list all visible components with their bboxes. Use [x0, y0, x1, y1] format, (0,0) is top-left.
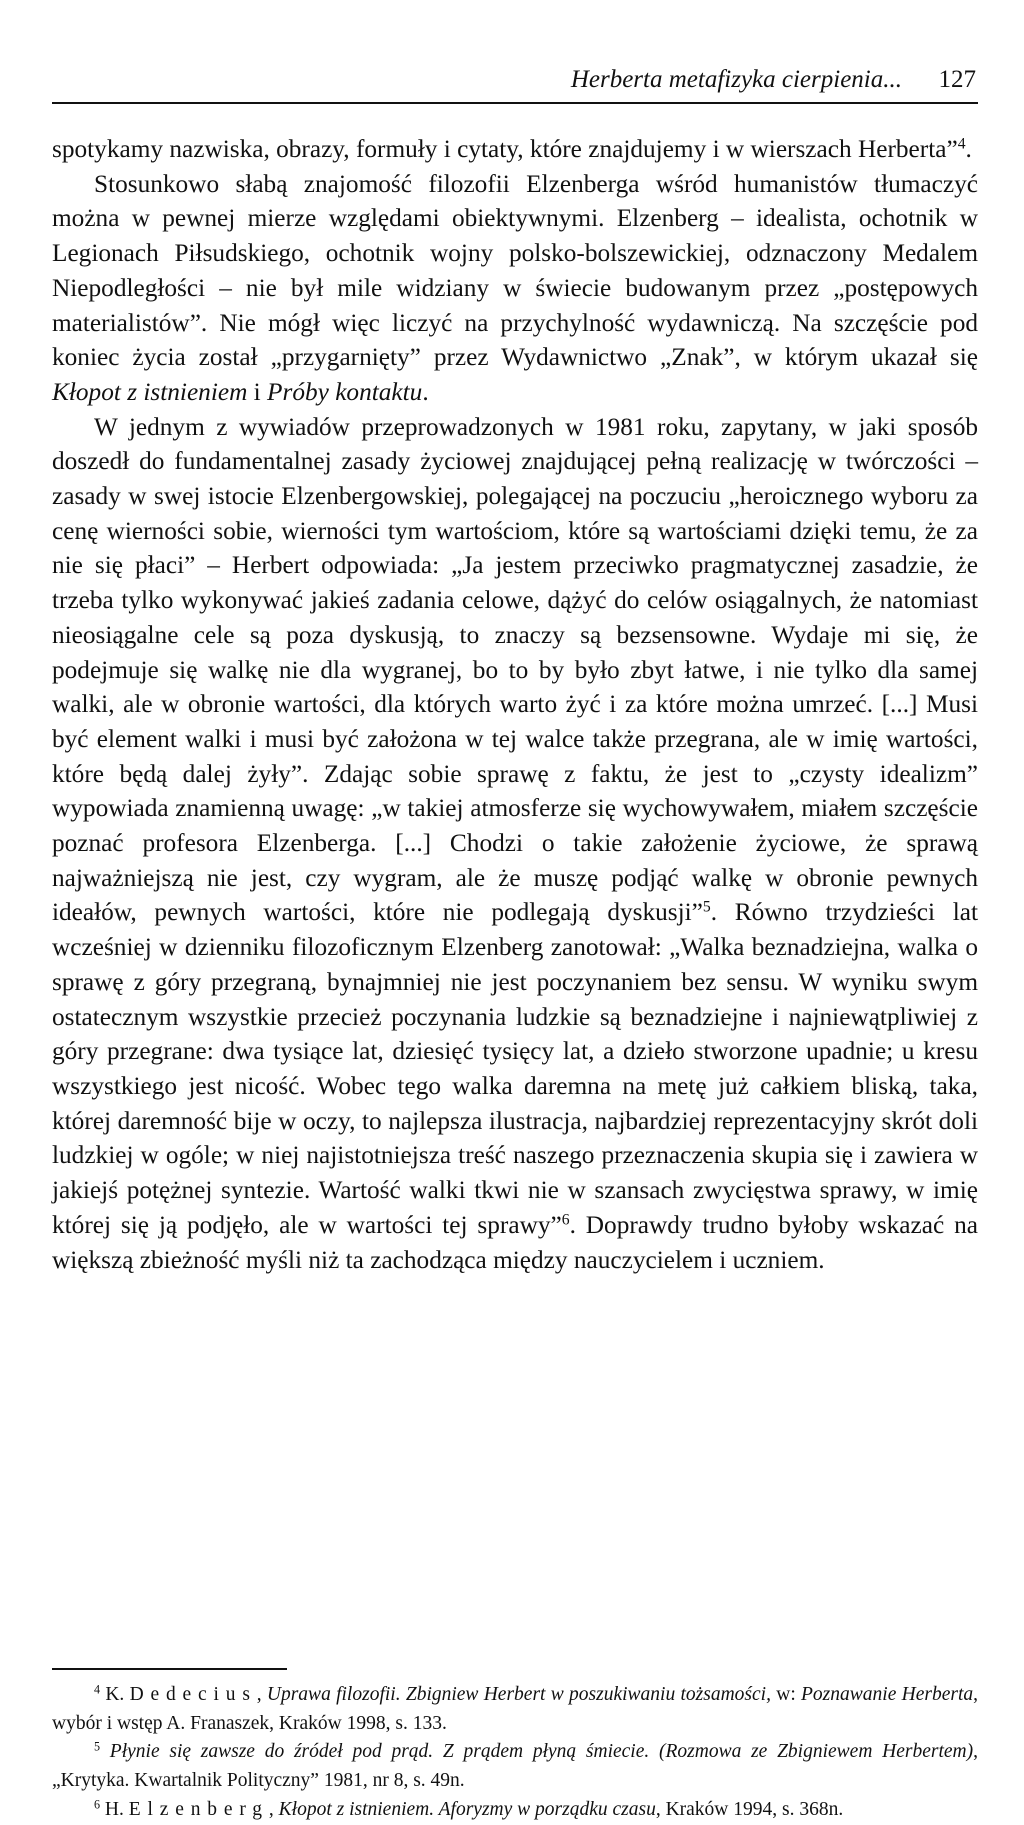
text-run: w: — [770, 1684, 802, 1705]
text-run: i — [247, 377, 268, 406]
footnote-marker: 6 — [94, 1797, 101, 1812]
italic-text: Kłopot z istnieniem. Aforyzmy w porządku czasu — [278, 1798, 656, 1820]
footnote — [52, 1738, 978, 1795]
paragraph — [52, 132, 978, 167]
spaced-author-name: Elzenberg — [128, 1798, 269, 1820]
running-title: Herberta metafizyka cierpienia... — [570, 66, 902, 93]
footnote-marker: 5 — [702, 898, 711, 916]
text-run: K. — [100, 1684, 130, 1705]
footnote-marker: 5 — [94, 1739, 101, 1754]
body-text — [52, 132, 978, 1277]
text-run: . Doprawdy trudno byłoby wskazać na większą zbieżność myśli niż ta zachodząca między nauczycielem i uczniem. — [52, 1210, 978, 1274]
text-run: W jednym z wywiadów przeprowadzonych w 1981 roku, zapytany, w jaki sposób doszedł do fundamentalnej zasady życiowej znajdującej pełną realizację w twórczości – zasady w swej istocie Elzenbergowskiej, polegającej na poczuciu „heroicznego wyboru za cenę wierności sobie, wierności tym wartościom, które są wartościami dzięki temu, że za nie się płaci” – Herbert odpowiada: „Ja jestem przeciwko pragmatycznej zasadzie, że trzeba tylko wykonywać jakieś zadania celowe, dążyć do celów osiągalnych, że natomiast nieosiągalne cele są poza dyskusją, to znaczy są bezsensowne. Wydaje mi się, że podejmuje się walkę nie dla wygranej, bo to by było zbyt łatwe, i nie tylko dla samej walki, ale w obronie wartości, dla których warto żyć i za które można umrzeć. [...] Musi być element walki i musi być założona w tej walce także przegrana, ale w imię wartości, które będą dalej żyły”. Zdając sobie sprawę z faktu, że jest to „czysty idealizm” wypowiada znamienną uwagę: „w takiej atmosferze się wychowywałem, miałem szczęście poznać profesora Elzenberga. [...] Chodzi o takie założenie życiowe, że sprawą najważniejszą nie jest, czy wygram, ale że muszę podjąć walkę w obronie pewnych ideałów, pewnych wartości, które nie podlegają dyskusji” — [52, 412, 978, 927]
text-run — [100, 1741, 110, 1762]
footnote — [52, 1796, 978, 1825]
text-run: , wybór i wstęp A. Franaszek, Kraków 1998, s. 133. — [52, 1684, 978, 1734]
footnotes — [52, 1681, 978, 1825]
italic-text: Próby kontaktu — [267, 377, 423, 406]
text-run: , — [268, 1798, 279, 1820]
text-run: spotykamy nazwiska, obrazy, formuły i cytaty, które znajdujemy i w wierszach Herberta” — [52, 135, 958, 163]
italic-text: Kłopot z istnieniem — [52, 377, 248, 406]
text-run: Stosunkowo słabą znajomość filozofii Elzenberga wśród humanistów tłumaczyć można w pewnej mierze względami obiektywnymi. Elzenberg – idealista, ochotnik w Legionach Piłsudskiego, ochotnik wojny polsko-bolszewickiej, odznaczony Medalem Niepodległości – nie był mile widziany w świecie budowanym przez „postępowych materialistów”. Nie mógł więc liczyć na przychylność wydawniczą. Na szczęście pod koniec życia został „przygarnięty” przez Wydawnictwo „Znak”, w którym ukazał się — [52, 169, 978, 372]
paragraph — [52, 410, 978, 1278]
running-header — [52, 62, 978, 104]
italic-text: Uprawa filozofii. Zbigniew Herbert w poszukiwaniu tożsamości, — [266, 1684, 771, 1705]
paragraph — [52, 167, 978, 410]
footnote-marker: 4 — [94, 1682, 101, 1697]
text-run: H. — [100, 1798, 129, 1820]
text-run: . — [965, 135, 972, 163]
italic-text: Płynie się zawsze do źródeł pod prąd. Z prądem płyną śmiecie. (Rozmowa ze Zbigniewem Herbertem) — [109, 1741, 974, 1763]
spaced-author-name: Dedecius — [129, 1684, 257, 1705]
footnote-separator — [52, 1668, 287, 1670]
text-run: . Równo trzydzieści lat wcześniej w dzienniku filozoficznym Elzenberg zanotował: „Walka beznadziejna, walka o sprawę z góry przegraną, bynajmniej nie jest poczynaniem bez sensu. W wyniku swym ostatecznym wszystkie przecież poczynania ludzkie są beznadziejne i najniewątpliwiej z góry przegrane: dwa tysiące lat, dziesięć tysięcy lat, a dzieło stworzone upadnie; u kresu wszystkiego jest nicość. Wobec tego walka daremna na metę już całkiem bliską, taka, której daremność bije w oczy, to najlepsza ilustracja, najbardziej reprezentacyjny skrót doli ludzkiej w ogóle; w niej najistotniejsza treść naszego przeznaczenia skupia się i zawiera w jakiejś potężnej syntezie. Wartość walki tkwi nie w szansach zwycięstwa sprawy, w imię której się ją podjęło, ale w wartości tej sprawy” — [52, 898, 978, 1239]
text-run: . — [422, 377, 429, 406]
text-run: , — [256, 1684, 267, 1705]
text-run: , „Krytyka. Kwartalnik Polityczny” 1981, nr 8, s. 49n. — [52, 1741, 978, 1792]
footnote-marker: 6 — [561, 1211, 570, 1229]
text-run: , Kraków 1994, s. 368n. — [655, 1798, 844, 1820]
page-number: 127 — [938, 66, 976, 93]
footnote-marker: 4 — [957, 135, 966, 153]
footnote — [52, 1681, 978, 1738]
italic-text: Poznawanie Herberta — [801, 1684, 974, 1705]
